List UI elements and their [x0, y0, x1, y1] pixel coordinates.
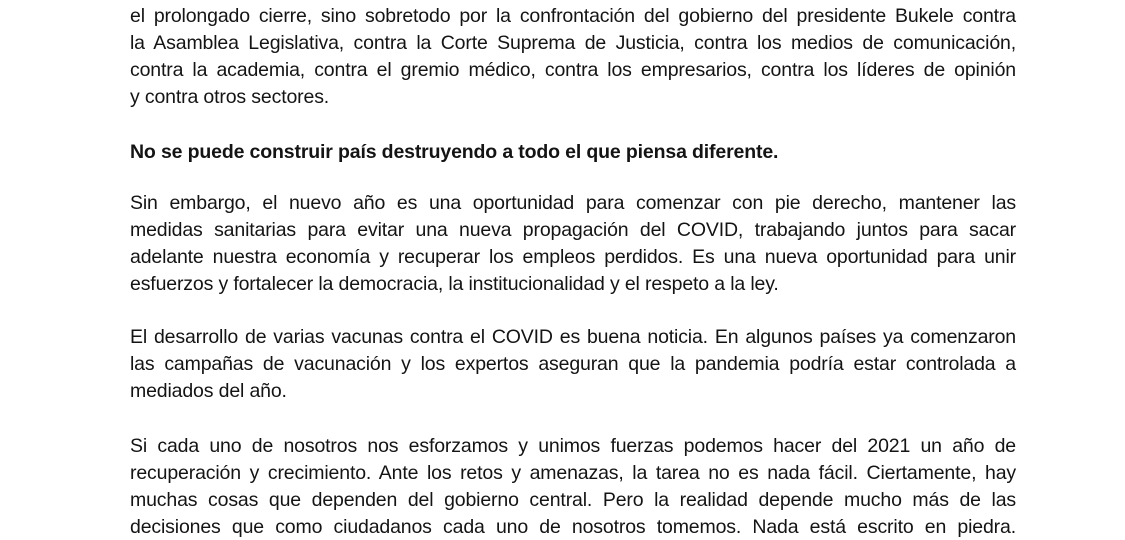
paragraph-5-line-2: recuperación y crecimiento. Ante los retos y amenazas, la tarea no es nada fácil. Ciertamente, hay	[130, 462, 1016, 484]
paragraph-1-line-1: el prolongado cierre, sino sobretodo por la confrontación del gobierno del presidente Bukele contra	[130, 5, 1016, 27]
bold-statement: No se puede construir país destruyendo a todo el que piensa diferente.	[130, 141, 779, 163]
paragraph-3-line-2: medidas sanitarias para evitar una nueva propagación del COVID, trabajando juntos para sacar	[130, 219, 1016, 241]
paragraph-1-line-2: la Asamblea Legislativa, contra la Corte Suprema de Justicia, contra los medios de comunicación,	[130, 32, 1016, 54]
paragraph-5-line-4: decisiones que como ciudadanos cada uno de nosotros tomemos. Nada está escrito en piedra.	[130, 516, 1016, 538]
paragraph-3-line-4: esfuerzos y fortalecer la democracia, la institucionalidad y el respeto a la ley.	[130, 273, 779, 295]
paragraph-3-line-3: adelante nuestra economía y recuperar los empleos perdidos. Es una nueva oportunidad para unir	[130, 246, 1016, 268]
paragraph-4-line-3: mediados del año.	[130, 380, 287, 402]
paragraph-4-line-1: El desarrollo de varias vacunas contra el COVID es buena noticia. En algunos países ya comenzaron	[130, 326, 1016, 348]
document-page	[130, 0, 1016, 540]
paragraph-4-line-2: las campañas de vacunación y los expertos aseguran que la pandemia podría estar controlada a	[130, 353, 1016, 375]
paragraph-3-line-1: Sin embargo, el nuevo año es una oportunidad para comenzar con pie derecho, mantener las	[130, 192, 1016, 214]
paragraph-5-line-1: Si cada uno de nosotros nos esforzamos y unimos fuerzas podemos hacer del 2021 un año de	[130, 435, 1016, 457]
paragraph-1-line-4: y contra otros sectores.	[130, 86, 330, 108]
paragraph-1-line-3: contra la academia, contra el gremio médico, contra los empresarios, contra los líderes de opinión	[130, 59, 1016, 81]
paragraph-5-line-3: muchas cosas que dependen del gobierno central. Pero la realidad depende mucho más de las	[130, 489, 1016, 511]
